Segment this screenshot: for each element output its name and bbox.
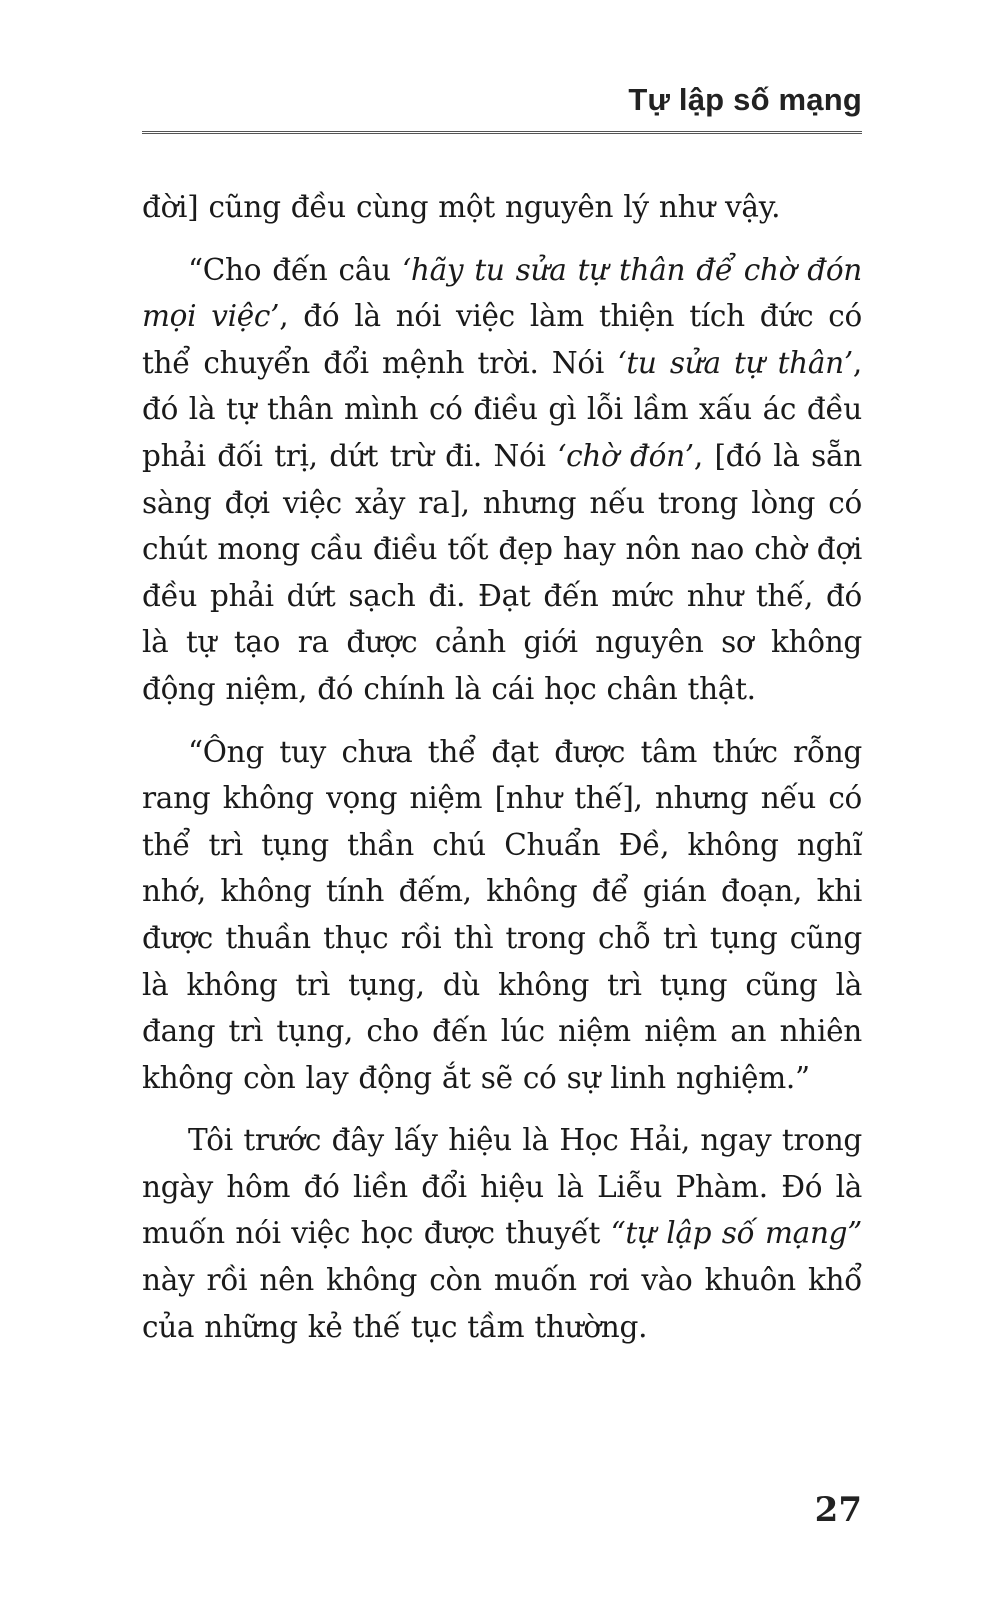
italic-quote: ‘chờ đón’ [557, 438, 694, 473]
text-segment: , đó là tự thân mình có điều gì lỗi lầm xấu ác đều phải đối trị, dứt trừ đi. Nói [142, 345, 862, 473]
paragraph-2 [142, 247, 862, 713]
paragraph-4 [142, 1117, 862, 1350]
running-header-title: Tự lập số mạng [628, 82, 862, 117]
text-segment: , đó là nói việc làm thiện tích đức có thể chuyển đổi mệnh trời. Nói [142, 299, 862, 380]
italic-quote: ‘tu sửa tự thân’ [617, 345, 853, 380]
paragraph-3 [142, 729, 862, 1102]
italic-quote: ‘hãy tu sửa tự thân để chờ đón mọi việc’ [142, 252, 862, 334]
body-text [142, 184, 862, 1366]
text-segment: đời] cũng đều cùng một nguyên lý như vậy. [142, 190, 781, 224]
header-divider [142, 131, 862, 134]
text-segment: , [đó là sẵn sàng đợi việc xảy ra], nhưng nếu trong lòng có chút mong cầu điều tốt đẹp hay nôn nao chờ đợi đều phải dứt sạch đi. Đạt đến mức như thế, đó là tự tạo ra được cảnh giới nguyên sơ không động niệm, đó chính là cái học chân thật. [142, 438, 862, 706]
text-segment: này rồi nên không còn muốn rơi vào khuôn khổ của những kẻ thế tục tầm thường. [142, 1263, 862, 1344]
paragraph-1 [142, 184, 862, 231]
text-segment: “Ông tuy chưa thể đạt được tâm thức rỗng rang không vọng niệm [như thế], nhưng nếu có thể trì tụng thần chú Chuẩn Đề, không nghĩ nhớ, không tính đếm, không để gián đoạn, khi được thuần thục rồi thì trong chỗ trì tụng cũng là không trì tụng, dù không trì tụng cũng là đang trì tụng, cho đến lúc niệm niệm an nhiên không còn lay động ắt sẽ có sự linh nghiệm.” [142, 734, 862, 1095]
italic-quote: “tự lập số mạng” [610, 1216, 863, 1251]
text-segment: “Cho đến câu [188, 252, 402, 287]
page-number: 27 [814, 1490, 862, 1530]
text-segment: Tôi trước đây lấy hiệu là Học Hải, ngay trong ngày hôm đó liền đổi hiệu là Liễu Phàm. Đó là muốn nói việc học được thuyết [142, 1123, 862, 1251]
